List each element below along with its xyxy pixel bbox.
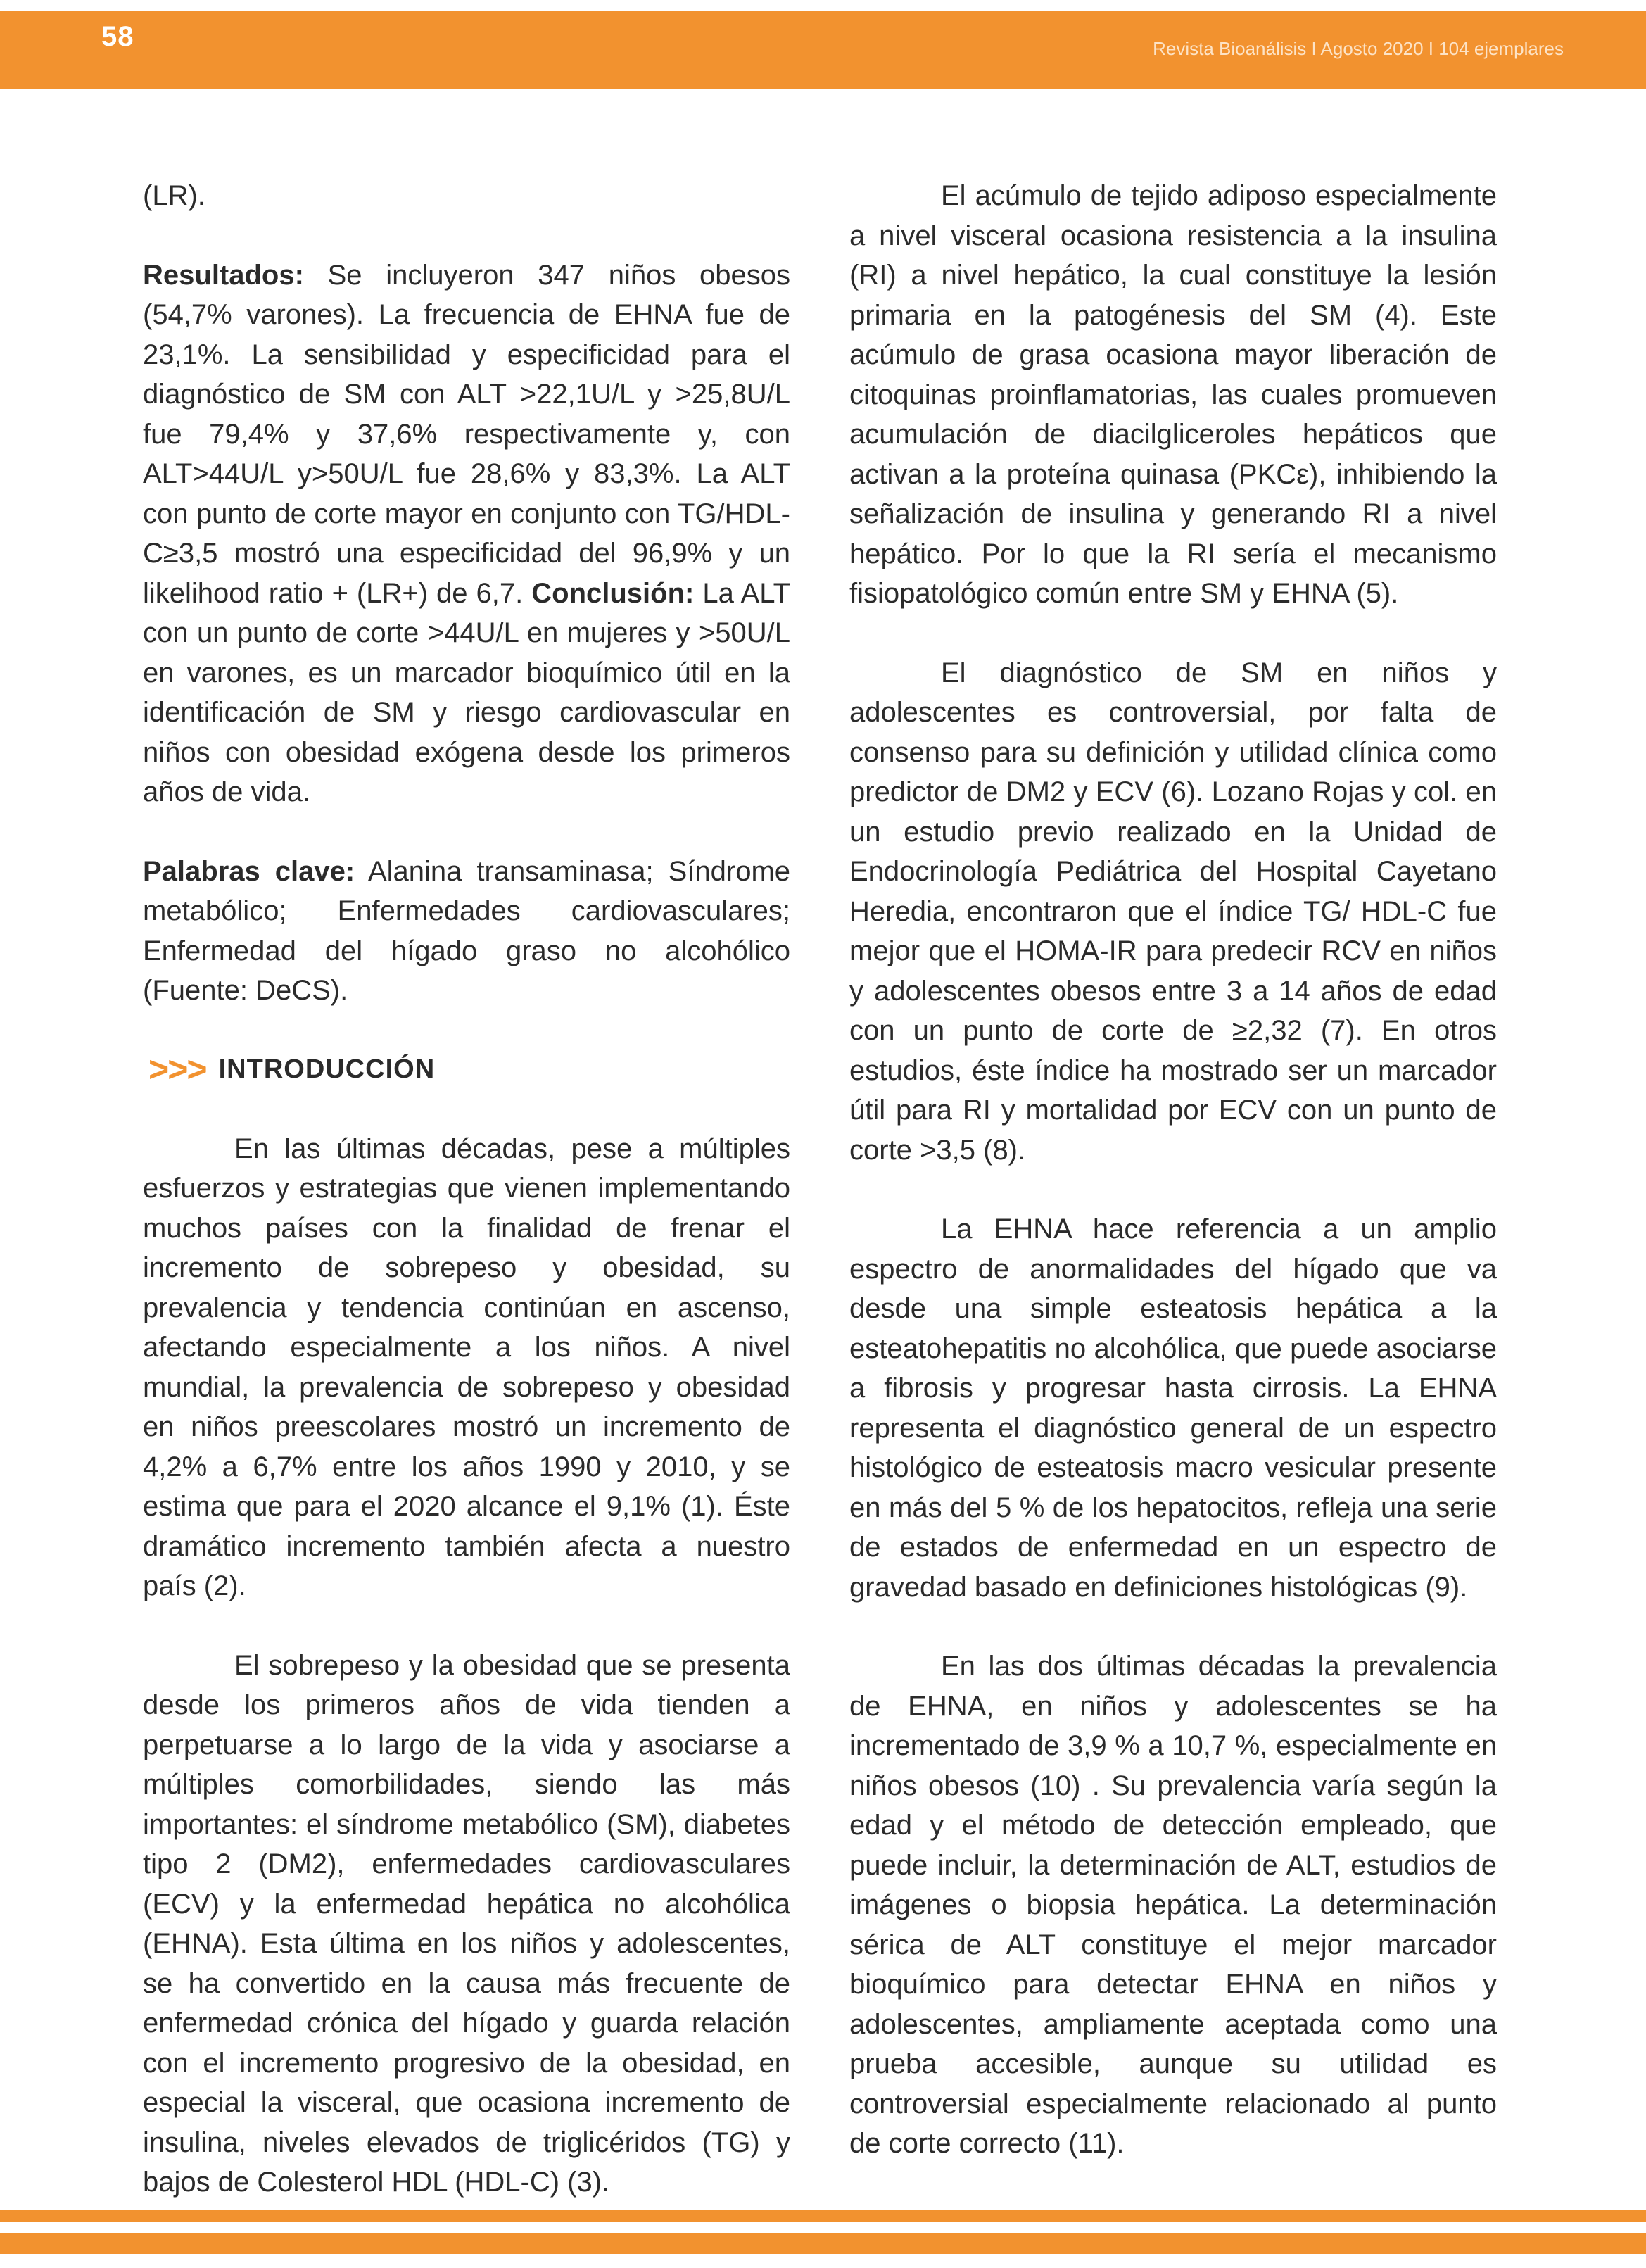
spacer [143,216,790,256]
spacer [143,812,790,852]
conclusion-text: La ALT con un punto de corte >44U/L en mujeres y >50U/L en varones, es un marcador bioquímico útil en la identificación de SM y riesgo cardiovascular en niños con obesidad exógena desde los primeros años de vida. [143,577,790,807]
results-label: Resultados: [143,259,304,291]
keywords-text: Alanina transaminasa; Síndrome metabólico; Enfermedades cardiovasculares; Enfermedad del hígado graso no alcohólico (Fuente: DeCS). [143,855,791,1006]
conclusion-label: Conclusión: [531,577,695,609]
section-heading-introduccion [143,1050,790,1090]
running-header: Revista Bioanálisis I Agosto 2020 I 104 ejemplares [1153,38,1564,59]
body-paragraph-2: El diagnóstico de SM en niños y adolescentes es controversial, por falta de consenso para su definición y utilidad clínica como predictor de DM2 y ECV (6). Lozano Rojas y col. en un estudio previo realizado en la Unidad de Endocrinología Pediátrica del Hospital Cayetano Heredia, encontraron que el índice TG/ HDL-C fue mejor que el HOMA-IR para predecir RCV en niños y adolescentes obesos entre 3 a 14 años de edad con un punto de corte de ≥2,32 (7). En otros estudios, éste índice ha mostrado ser un marcador útil para RI y mortalidad por ECV con un punto de corte >3,5 (8). [849,657,1497,1166]
results-paragraph [143,256,790,812]
spacer [143,1090,790,1129]
spacer [143,1606,790,1646]
body-paragraph-4: En las dos últimas décadas la prevalencia de EHNA, en niños y adolescentes se ha incrementado de 3,9 % a 10,7 %, especialmente en niños obesos (10) . Su prevalencia varía según la edad y el método de detección empleado, que puede incluir, la determinación de ALT, estudios de imágenes o biopsia hepática. La determinación sérica de ALT constituye el mejor marcador bioquímico para detectar EHNA en niños y adolescentes, ampliamente aceptada como una prueba accesible, aunque su utilidad es controversial especialmente relacionado al punto de corte correcto (11). [849,1651,1497,2159]
spacer [849,1607,1497,1646]
paragraph-lr: (LR). [143,180,205,211]
spacer [849,614,1497,653]
footer-stripe-thick [0,2233,1646,2254]
double-chevron-icon: >>> [148,1050,206,1090]
keywords-paragraph [143,852,790,1011]
left-column [143,176,790,2203]
intro-paragraph-1: En las últimas décadas, pese a múltiples esfuerzos y estrategias que vienen implementando muchos países con la finalidad de frenar el incremento de sobrepeso y obesidad, su prevalencia y tendencia continúan en ascenso, afectando especialmente a los niños. A nivel mundial, la prevalencia de sobrepeso y obesidad en niños preescolares mostró un incremento de 4,2% a 6,7% entre los años 1990 y 2010, y se estima que para el 2020 alcance el 9,1% (1). Éste dramático incremento también afecta a nuestro país (2). [143,1133,790,1601]
footer-stripe-thin [0,2210,1646,2222]
results-text: Se incluyeron 347 niños obesos (54,7% varones). La frecuencia de EHNA fue de 23,1%. La sensibilidad y especificidad para el diagnóstico de SM con ALT >22,1U/L y >25,8U/L fue 79,4% y 37,6% respectivamente y, con ALT>44U/L y>50U/L fue 28,6% y 83,3%. La ALT con punto de corte mayor en conjunto con TG/HDL-C≥3,5 mostró una especificidad del 96,9% y un likelihood ratio + (LR+) de 6,7. [143,259,790,609]
spacer [849,1170,1497,1209]
right-column [849,176,1497,2164]
body-paragraph-3: La EHNA hace referencia a un amplio espectro de anormalidades del hígado que va desde una simple esteatosis hepática a la esteatohepatitis no alcohólica, que puede asociarse a fibrosis y progresar hasta cirrosis. La EHNA representa el diagnóstico general de un espectro histológico de esteatosis macro vesicular presente en más del 5 % de los hepatocitos, refleja una serie de estados de enfermedad en un espectro de gravedad basado en definiciones histológicas (9). [849,1214,1497,1603]
spacer [143,1011,790,1050]
intro-paragraph-2: El sobrepeso y la obesidad que se presenta desde los primeros años de vida tienden a perpetuarse a lo largo de la vida y asociarse a múltiples comorbilidades, siendo las más importantes: el síndrome metabólico (SM), diabetes tipo 2 (DM2), enfermedades cardiovasculares (ECV) y la enfermedad hepática no alcohólica (EHNA). Esta última en los niños y adolescentes, se ha convertido en la causa más frecuente de enfermedad crónica del hígado y guarda relación con el incremento progresivo de la obesidad, en especial la visceral, que ocasiona incremento de insulina, niveles elevados de triglicéridos (TG) y bajos de Colesterol HDL (HDL-C) (3). [143,1649,790,2198]
section-title: INTRODUCCIÓN [218,1054,436,1085]
body-paragraph-1: El acúmulo de tejido adiposo especialmente a nivel visceral ocasiona resistencia a la insulina (RI) a nivel hepático, la cual constituye la lesión primaria en la patogénesis del SM (4). Este acúmulo de grasa ocasiona mayor liberación de citoquinas proinflamatorias, las cuales promueven acumulación de diacilgliceroles hepáticos que activan a la proteína quinasa (PKCε), inhibiendo la señalización de insulina y generando RI a nivel hepático. Por lo que la RI sería el mecanismo fisiopatológico común entre SM y EHNA (5). [849,180,1497,609]
page-number: 58 [101,21,134,52]
keywords-label: Palabras clave: [143,855,355,887]
